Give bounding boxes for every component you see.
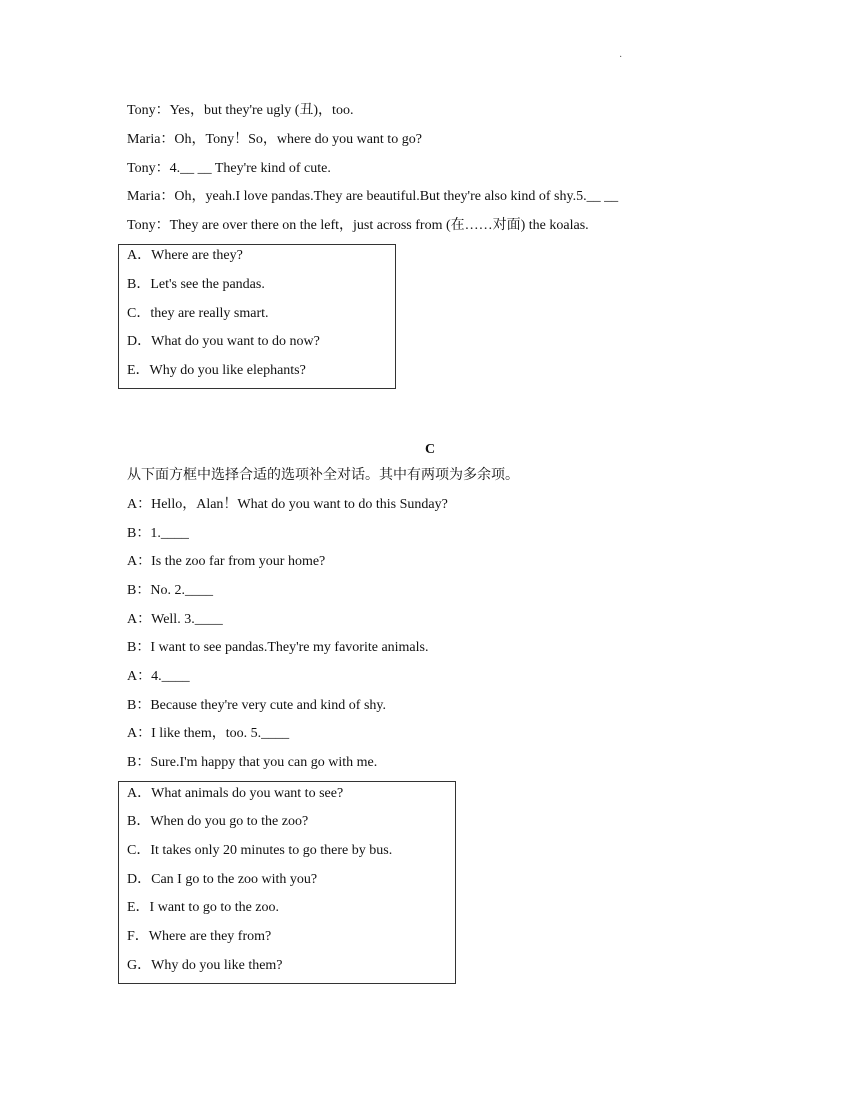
dialogue-line: Maria：Oh，yeah.I love pandas.They are beautiful.But they're also kind of shy.5.__ __ bbox=[127, 189, 619, 204]
dialogue-line: A：I like them，too. 5.____ bbox=[127, 726, 290, 741]
section-c-heading: C bbox=[424, 442, 436, 457]
dialogue-line: Maria：Oh，Tony！So，where do you want to go? bbox=[127, 132, 422, 147]
dialogue-line: B：I want to see pandas.They're my favorite animals. bbox=[127, 640, 429, 655]
options-box-c bbox=[118, 781, 456, 984]
dialogue-line: Tony：They are over there on the left，just across from (在……对面) the koalas. bbox=[127, 218, 589, 233]
instruction-text: 从下面方框中选择合适的选项补全对话。其中有两项为多余项。 bbox=[127, 468, 519, 483]
dialogue-line: A：4.____ bbox=[127, 669, 190, 684]
option-item: F．Where are they from? bbox=[127, 929, 272, 944]
dialogue-line: B：1.____ bbox=[127, 526, 189, 541]
dialogue-line: B：Sure.I'm happy that you can go with me. bbox=[127, 755, 378, 770]
option-item: B．When do you go to the zoo? bbox=[127, 814, 309, 829]
option-item: B．Let's see the pandas. bbox=[127, 277, 265, 292]
option-item: C．It takes only 20 minutes to go there by bus. bbox=[127, 843, 393, 858]
dialogue-line: Tony：4.__ __ They're kind of cute. bbox=[127, 161, 331, 176]
page-mark: · bbox=[619, 52, 623, 63]
dialogue-line: Tony：Yes，but they're ugly (丑)，too. bbox=[127, 103, 354, 118]
option-item: D．What do you want to do now? bbox=[127, 334, 320, 349]
options-box-b bbox=[118, 244, 396, 389]
option-item: C．they are really smart. bbox=[127, 306, 269, 321]
option-item: G．Why do you like them? bbox=[127, 958, 283, 973]
option-item: A．What animals do you want to see? bbox=[127, 786, 344, 801]
dialogue-line: B：No. 2.____ bbox=[127, 583, 213, 598]
option-item: D．Can I go to the zoo with you? bbox=[127, 872, 318, 887]
option-item: E．Why do you like elephants? bbox=[127, 363, 306, 378]
dialogue-line: A：Is the zoo far from your home? bbox=[127, 554, 326, 569]
option-item: A．Where are they? bbox=[127, 248, 243, 263]
dialogue-line: B：Because they're very cute and kind of shy. bbox=[127, 698, 386, 713]
dialogue-line: A：Well. 3.____ bbox=[127, 612, 223, 627]
option-item: E．I want to go to the zoo. bbox=[127, 900, 280, 915]
dialogue-line: A：Hello，Alan！What do you want to do this Sunday? bbox=[127, 497, 448, 512]
